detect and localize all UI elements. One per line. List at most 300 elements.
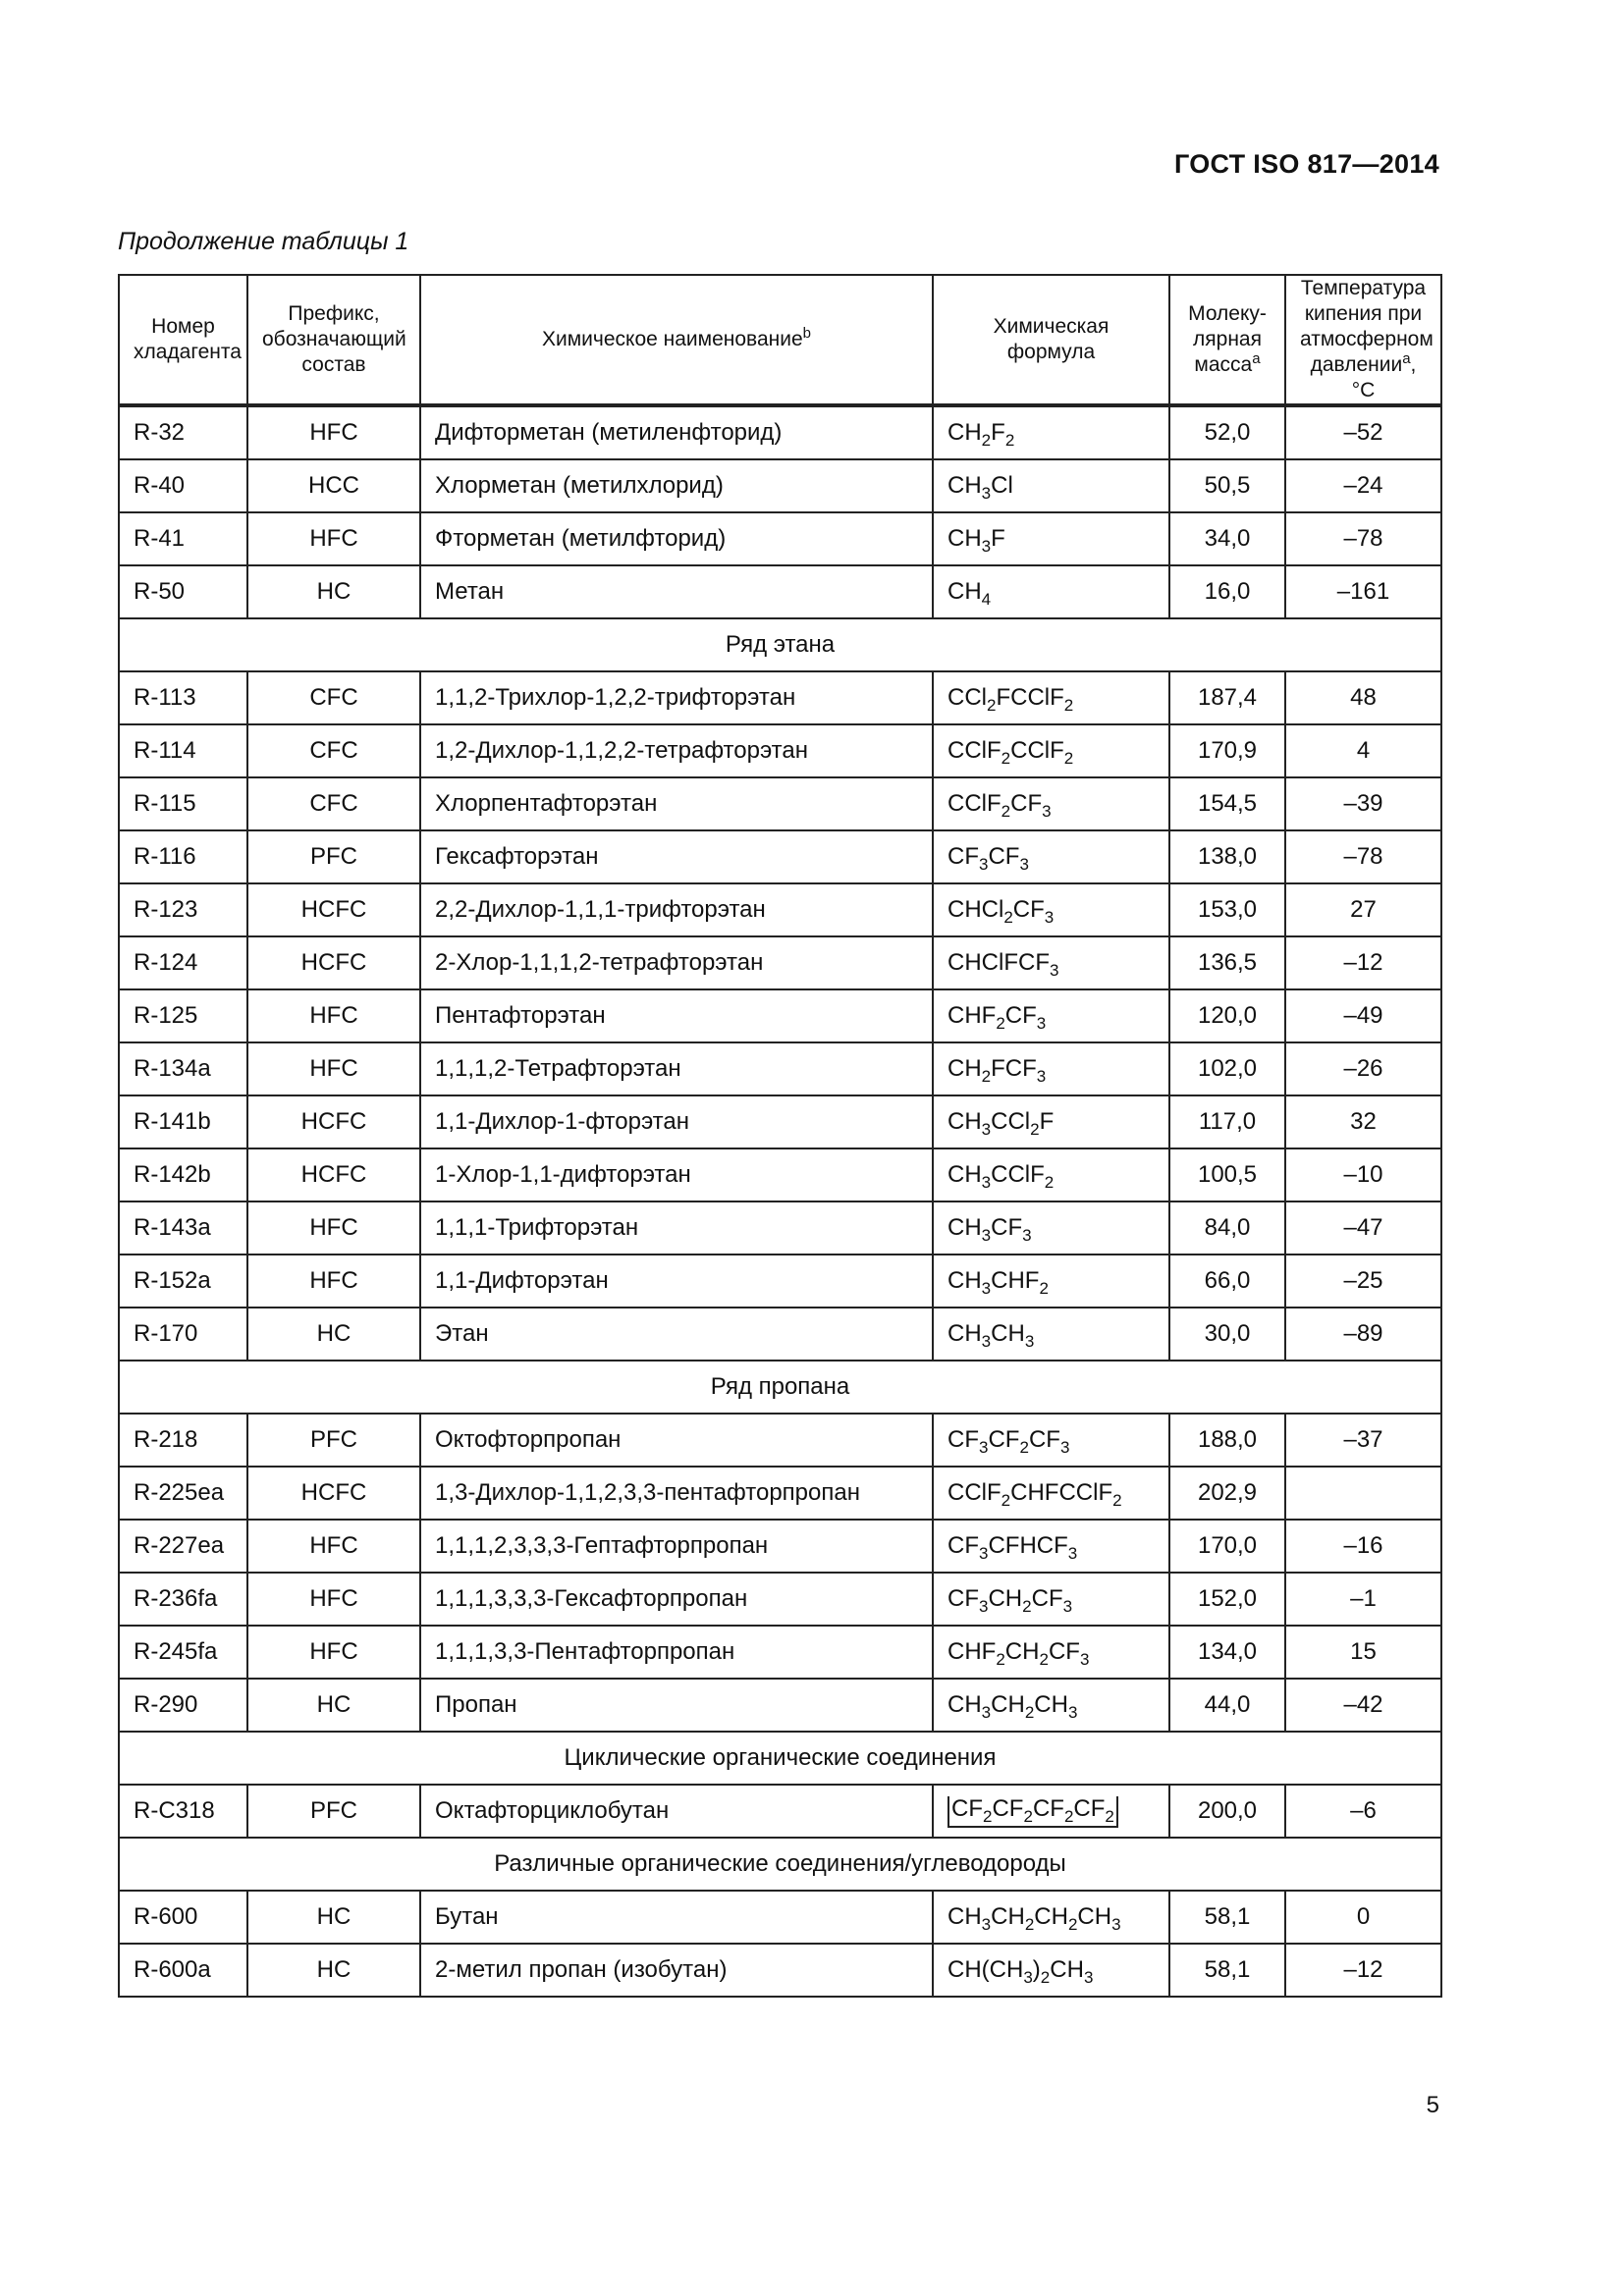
- column-header-prefix: Префикс, обозначающий состав: [247, 275, 420, 405]
- formula-subscript: 2: [1003, 908, 1013, 927]
- formula-part: CHClFCF: [947, 949, 1050, 976]
- formula-part: CH: [947, 1214, 982, 1241]
- formula-subscript: 2: [1039, 1279, 1049, 1298]
- chemical-name-cell: 1,1,2-Трихлор-1,2,2-трифторэтан: [420, 671, 933, 724]
- formula-cell: [933, 671, 1169, 724]
- prefix-cell: PFC: [247, 830, 420, 883]
- chemical-name-cell: Октофторпропан: [420, 1414, 933, 1467]
- chemical-name-cell: 1,1-Дифторэтан: [420, 1255, 933, 1308]
- molar-mass-cell: 188,0: [1169, 1414, 1285, 1467]
- formula-part: CClF: [1010, 737, 1064, 764]
- table-row: [119, 405, 1441, 459]
- refrigerant-number-cell: R-143a: [119, 1201, 247, 1255]
- molar-mass-cell: 50,5: [1169, 459, 1285, 512]
- formula-subscript: 3: [1036, 1014, 1047, 1033]
- prefix-cell: PFC: [247, 1785, 420, 1838]
- refrigerant-number-cell: R-41: [119, 512, 247, 565]
- formula-subscript: 3: [979, 855, 989, 874]
- formula-part: CF: [988, 843, 1020, 870]
- formula-subscript: 2: [987, 696, 997, 715]
- formula-cell: [933, 1944, 1169, 1997]
- molar-mass-cell: 120,0: [1169, 989, 1285, 1042]
- formula-cell: [933, 1095, 1169, 1148]
- formula-subscript: 2: [1105, 1806, 1114, 1826]
- chemical-name-cell: 1,1,1,3,3-Пентафторпропан: [420, 1626, 933, 1679]
- table-row: [119, 830, 1441, 883]
- section-title: Ряд пропана: [119, 1361, 1441, 1414]
- formula-cell: [933, 1573, 1169, 1626]
- formula-part: CF: [1004, 1002, 1037, 1029]
- chemical-name-cell: Этан: [420, 1308, 933, 1361]
- molar-mass-cell: 66,0: [1169, 1255, 1285, 1308]
- boiling-point-cell: –78: [1285, 830, 1441, 883]
- boiling-point-cell: –37: [1285, 1414, 1441, 1467]
- refrigerant-number-cell: R-600: [119, 1891, 247, 1944]
- boiling-point-cell: –78: [1285, 512, 1441, 565]
- formula-part: CF: [947, 843, 979, 870]
- refrigerant-number-cell: R-152a: [119, 1255, 247, 1308]
- section-title: Ряд этана: [119, 618, 1441, 671]
- formula-subscript: 2: [981, 431, 992, 450]
- chemical-name-cell: 1,2-Дихлор-1,1,2,2-тетрафторэтан: [420, 724, 933, 777]
- formula-part: CF: [1012, 896, 1045, 923]
- column-header-formula: Химическая формула: [933, 275, 1169, 405]
- formula-part: CH: [947, 578, 982, 605]
- formula-cell: [933, 777, 1169, 830]
- formula-part: CF: [1073, 1794, 1106, 1822]
- boiling-point-cell: 0: [1285, 1891, 1441, 1944]
- section-title: Различные органические соединения/углеводороды: [119, 1838, 1441, 1891]
- formula-subscript: 2: [1112, 1491, 1122, 1510]
- chemical-name-cell: Хлорметан (метилхлорид): [420, 459, 933, 512]
- formula-part: CHF: [947, 1002, 997, 1029]
- formula-subscript: 2: [1039, 1650, 1049, 1669]
- formula-subscript: 2: [1063, 1806, 1074, 1826]
- boiling-point-cell: –47: [1285, 1201, 1441, 1255]
- chemical-name-cell: 1,1,1,2-Тетрафторэтан: [420, 1042, 933, 1095]
- chemical-name-cell: 2-Хлор-1,1,1,2-тетрафторэтан: [420, 936, 933, 989]
- table-body: [119, 405, 1441, 1997]
- formula-cell: [933, 936, 1169, 989]
- formula-part: FCF: [991, 1055, 1037, 1082]
- prefix-cell: CFC: [247, 777, 420, 830]
- prefix-cell: HC: [247, 565, 420, 618]
- formula-subscript: 3: [1042, 802, 1052, 821]
- formula-part: F: [991, 419, 1005, 446]
- formula-part: CF: [1032, 1794, 1064, 1822]
- formula-cell: [933, 1679, 1169, 1732]
- formula-part: CClF: [991, 1161, 1045, 1188]
- prefix-cell: HFC: [247, 1042, 420, 1095]
- formula-subscript: 3: [1067, 1703, 1078, 1722]
- boiling-point-cell: –12: [1285, 936, 1441, 989]
- formula-part: CF: [947, 1532, 979, 1559]
- molar-mass-cell: 187,4: [1169, 671, 1285, 724]
- formula-subscript: 2: [1022, 1597, 1032, 1616]
- table-row: [119, 777, 1441, 830]
- prefix-cell: HC: [247, 1308, 420, 1361]
- chemical-name-cell: Бутан: [420, 1891, 933, 1944]
- section-header-row: [119, 618, 1441, 671]
- formula-part: CH: [1050, 1956, 1084, 1983]
- prefix-cell: HC: [247, 1944, 420, 1997]
- formula-part: CFHCF: [988, 1532, 1068, 1559]
- boiling-point-cell: –10: [1285, 1148, 1441, 1201]
- boiling-point-cell: –89: [1285, 1308, 1441, 1361]
- refrigerant-number-cell: R-170: [119, 1308, 247, 1361]
- molar-mass-cell: 153,0: [1169, 883, 1285, 936]
- prefix-cell: HCFC: [247, 936, 420, 989]
- table-row: [119, 1467, 1441, 1520]
- refrigerant-table: [118, 274, 1442, 1998]
- formula-part: F: [991, 525, 1005, 552]
- formula-part: CClF: [947, 1479, 1001, 1506]
- chemical-name-cell: 1,3-Дихлор-1,1,2,3,3-пентафторпропан: [420, 1467, 933, 1520]
- boiling-point-cell: –42: [1285, 1679, 1441, 1732]
- refrigerant-number-cell: R-245fa: [119, 1626, 247, 1679]
- refrigerant-number-cell: R-115: [119, 777, 247, 830]
- formula-cell: [933, 565, 1169, 618]
- boiling-point-cell: 15: [1285, 1626, 1441, 1679]
- formula-part: ): [1032, 1956, 1041, 1983]
- formula-part: CCl: [947, 684, 987, 711]
- formula-subscript: 3: [1036, 1067, 1047, 1086]
- formula-cell: [933, 1891, 1169, 1944]
- formula-subscript: 3: [979, 1438, 989, 1457]
- formula-part: CF: [988, 1426, 1020, 1453]
- formula-part: CH: [991, 1691, 1025, 1718]
- refrigerant-number-cell: R-40: [119, 459, 247, 512]
- formula-subscript: 2: [1001, 1491, 1011, 1510]
- molar-mass-cell: 102,0: [1169, 1042, 1285, 1095]
- boiling-point-cell: –52: [1285, 405, 1441, 459]
- formula-part: FCClF: [996, 684, 1064, 711]
- formula-part: CCl: [991, 1108, 1031, 1135]
- molar-mass-cell: 84,0: [1169, 1201, 1285, 1255]
- formula-cell: [933, 1042, 1169, 1095]
- refrigerant-number-cell: R-142b: [119, 1148, 247, 1201]
- molar-mass-cell: 152,0: [1169, 1573, 1285, 1626]
- formula-subscript: 3: [1111, 1915, 1121, 1934]
- formula-subscript: 2: [981, 1067, 992, 1086]
- formula-subscript: 3: [1079, 1650, 1090, 1669]
- boiling-point-cell: 27: [1285, 883, 1441, 936]
- formula-subscript: 3: [1019, 855, 1029, 874]
- molar-mass-cell: 100,5: [1169, 1148, 1285, 1201]
- formula-part: CH: [947, 1161, 982, 1188]
- formula-cell: [933, 1626, 1169, 1679]
- molar-mass-cell: 117,0: [1169, 1095, 1285, 1148]
- column-header-chemical-name: Химическое наименование$^b$: [420, 275, 933, 405]
- formula-subscript: 2: [996, 1650, 1005, 1669]
- formula-subscript: 2: [1040, 1968, 1051, 1987]
- boiling-point-cell: 48: [1285, 671, 1441, 724]
- formula-subscript: 3: [1023, 1968, 1033, 1987]
- formula-subscript: 3: [981, 537, 992, 556]
- formula-subscript: 3: [1049, 961, 1059, 980]
- chemical-name-cell: 1,1,1-Трифторэтан: [420, 1201, 933, 1255]
- table-row: [119, 671, 1441, 724]
- boiling-point-cell: –12: [1285, 1944, 1441, 1997]
- refrigerant-number-cell: R-114: [119, 724, 247, 777]
- prefix-cell: HFC: [247, 1201, 420, 1255]
- refrigerant-number-cell: R-141b: [119, 1095, 247, 1148]
- boiling-point-cell: [1285, 1467, 1441, 1520]
- formula-part: CH: [1034, 1691, 1068, 1718]
- molar-mass-cell: 58,1: [1169, 1944, 1285, 1997]
- boiling-point-cell: –24: [1285, 459, 1441, 512]
- formula-subscript: 3: [981, 1120, 992, 1139]
- table-row: [119, 1679, 1441, 1732]
- prefix-cell: HC: [247, 1891, 420, 1944]
- table-row: [119, 1891, 1441, 1944]
- table-row: [119, 1042, 1441, 1095]
- refrigerant-number-cell: R-123: [119, 883, 247, 936]
- page-number: 5: [1426, 2092, 1439, 2118]
- formula-subscript: 2: [1044, 1173, 1055, 1192]
- formula-subscript: 3: [1024, 1332, 1035, 1351]
- formula-cell: [933, 724, 1169, 777]
- formula-subscript: 2: [996, 1014, 1005, 1033]
- formula-part: CH: [1004, 1638, 1040, 1665]
- formula-part: CH: [1077, 1903, 1112, 1930]
- table-row: [119, 1944, 1441, 1997]
- section-header-row: [119, 1361, 1441, 1414]
- table-row: [119, 459, 1441, 512]
- formula-part: CH: [947, 1267, 982, 1294]
- table-row: [119, 883, 1441, 936]
- chemical-name-cell: 2,2-Дихлор-1,1,1-трифторэтан: [420, 883, 933, 936]
- table-row: [119, 1148, 1441, 1201]
- refrigerant-number-cell: R-32: [119, 405, 247, 459]
- formula-part: CF: [947, 1426, 979, 1453]
- formula-subscript: 4: [981, 590, 992, 609]
- chemical-name-cell: Хлорпентафторэтан: [420, 777, 933, 830]
- prefix-cell: HCFC: [247, 1467, 420, 1520]
- refrigerant-number-cell: R-134a: [119, 1042, 247, 1095]
- molar-mass-cell: 200,0: [1169, 1785, 1285, 1838]
- table-row: [119, 1626, 1441, 1679]
- table-row: [119, 724, 1441, 777]
- formula-subscript: 3: [979, 1544, 989, 1563]
- formula-subscript: 2: [1023, 1806, 1033, 1826]
- formula-part: CHF: [991, 1267, 1040, 1294]
- chemical-name-cell: Пропан: [420, 1679, 933, 1732]
- formula-cell: [933, 830, 1169, 883]
- column-header-number: Номер хладагента: [119, 275, 247, 405]
- refrigerant-number-cell: R-125: [119, 989, 247, 1042]
- prefix-cell: HC: [247, 1679, 420, 1732]
- prefix-cell: CFC: [247, 724, 420, 777]
- formula-part: CH: [947, 1691, 982, 1718]
- table-row: [119, 936, 1441, 989]
- boiling-point-cell: 4: [1285, 724, 1441, 777]
- table-row: [119, 512, 1441, 565]
- formula-subscript: 3: [1044, 908, 1055, 927]
- boiling-point-cell: –26: [1285, 1042, 1441, 1095]
- table-row: [119, 1573, 1441, 1626]
- molar-mass-cell: 16,0: [1169, 565, 1285, 618]
- molar-mass-cell: 58,1: [1169, 1891, 1285, 1944]
- chemical-name-cell: Октафторциклобутан: [420, 1785, 933, 1838]
- formula-part: CH: [991, 1903, 1025, 1930]
- formula-cell: [933, 1520, 1169, 1573]
- prefix-cell: PFC: [247, 1414, 420, 1467]
- formula-part: CHF: [947, 1638, 997, 1665]
- prefix-cell: HCC: [247, 459, 420, 512]
- boiling-point-cell: –1: [1285, 1573, 1441, 1626]
- formula-part: F: [1039, 1108, 1055, 1135]
- formula-cell: [933, 883, 1169, 936]
- formula-subscript: 2: [1067, 1915, 1078, 1934]
- table-row: [119, 989, 1441, 1042]
- table-row: [119, 1414, 1441, 1467]
- prefix-cell: HCFC: [247, 883, 420, 936]
- molar-mass-cell: 138,0: [1169, 830, 1285, 883]
- chemical-name-cell: Пентафторэтан: [420, 989, 933, 1042]
- formula-cell: [933, 1308, 1169, 1361]
- table-header-row: [119, 275, 1441, 405]
- formula-subscript: 2: [1063, 696, 1074, 715]
- formula-part: CHFCClF: [1010, 1479, 1113, 1506]
- prefix-cell: HFC: [247, 989, 420, 1042]
- table-row: [119, 1201, 1441, 1255]
- column-header-boiling-point: Температура кипения при атмосферном давлении$^a$, °C: [1285, 275, 1441, 405]
- refrigerant-number-cell: R-225ea: [119, 1467, 247, 1520]
- formula-subscript: 3: [981, 1915, 992, 1934]
- formula-subscript: 3: [981, 1279, 992, 1298]
- formula-part: CH: [947, 1055, 982, 1082]
- formula-part: CH: [947, 525, 982, 552]
- chemical-name-cell: Гексафторэтан: [420, 830, 933, 883]
- formula-part: CH: [1034, 1903, 1068, 1930]
- formula-subscript: 2: [1063, 749, 1074, 768]
- chemical-name-cell: 2-метил пропан (изобутан): [420, 1944, 933, 1997]
- formula-subscript: 3: [1083, 1968, 1094, 1987]
- formula-cell: [933, 1201, 1169, 1255]
- formula-part: CH: [991, 1320, 1025, 1347]
- molar-mass-cell: 34,0: [1169, 512, 1285, 565]
- formula-subscript: 3: [981, 1332, 992, 1351]
- prefix-cell: HCFC: [247, 1148, 420, 1201]
- section-title: Циклические органические соединения: [119, 1732, 1441, 1785]
- refrigerant-number-cell: R-124: [119, 936, 247, 989]
- molar-mass-cell: 154,5: [1169, 777, 1285, 830]
- refrigerant-number-cell: R-600a: [119, 1944, 247, 1997]
- formula-subscript: 2: [1001, 749, 1011, 768]
- refrigerant-number-cell: R-218: [119, 1414, 247, 1467]
- formula-subscript: 2: [1004, 431, 1015, 450]
- formula-subscript: 2: [1024, 1915, 1035, 1934]
- formula-part: CHCl: [947, 896, 1004, 923]
- formula-part: CF: [1048, 1638, 1080, 1665]
- table-row: [119, 1520, 1441, 1573]
- refrigerant-number-cell: R-227ea: [119, 1520, 247, 1573]
- formula-part: CF: [1028, 1426, 1060, 1453]
- formula-cell: [933, 1414, 1169, 1467]
- formula-subscript: 3: [981, 1703, 992, 1722]
- table-caption: Продолжение таблицы 1: [118, 228, 409, 255]
- formula-subscript: 3: [1067, 1544, 1078, 1563]
- boiling-point-cell: –6: [1285, 1785, 1441, 1838]
- refrigerant-number-cell: R-C318: [119, 1785, 247, 1838]
- formula-part: CH(CH: [947, 1956, 1024, 1983]
- boiling-point-cell: 32: [1285, 1095, 1441, 1148]
- chemical-name-cell: 1,1,1,3,3,3-Гексафторпропан: [420, 1573, 933, 1626]
- formula-part: CH: [988, 1585, 1023, 1612]
- refrigerant-number-cell: R-290: [119, 1679, 247, 1732]
- table-row: [119, 1095, 1441, 1148]
- formula-subscript: 3: [981, 484, 992, 503]
- prefix-cell: HCFC: [247, 1095, 420, 1148]
- molar-mass-cell: 30,0: [1169, 1308, 1285, 1361]
- formula-subscript: 3: [1062, 1597, 1073, 1616]
- formula-cell: [933, 1148, 1169, 1201]
- molar-mass-cell: 44,0: [1169, 1679, 1285, 1732]
- boiling-point-cell: –49: [1285, 989, 1441, 1042]
- section-header-row: [119, 1732, 1441, 1785]
- ring-bracket: [947, 1796, 1118, 1828]
- formula-part: CH: [947, 1903, 982, 1930]
- formula-cell: [933, 1467, 1169, 1520]
- molar-mass-cell: 170,0: [1169, 1520, 1285, 1573]
- formula-part: CF: [1031, 1585, 1063, 1612]
- document-code: ГОСТ ISO 817—2014: [1174, 149, 1439, 179]
- chemical-name-cell: Фторметан (метилфторид): [420, 512, 933, 565]
- formula-part: CH: [947, 472, 982, 499]
- prefix-cell: HFC: [247, 512, 420, 565]
- formula-cell: [933, 989, 1169, 1042]
- formula-subscript: 2: [1019, 1438, 1029, 1457]
- refrigerant-number-cell: R-113: [119, 671, 247, 724]
- prefix-cell: HFC: [247, 1255, 420, 1308]
- formula-subscript: 2: [983, 1806, 993, 1826]
- formula-cell: [933, 459, 1169, 512]
- refrigerant-number-cell: R-116: [119, 830, 247, 883]
- prefix-cell: HFC: [247, 1626, 420, 1679]
- prefix-cell: HFC: [247, 405, 420, 459]
- boiling-point-cell: –25: [1285, 1255, 1441, 1308]
- formula-part: CH: [947, 419, 982, 446]
- chemical-name-cell: Метан: [420, 565, 933, 618]
- formula-subscript: 2: [1024, 1703, 1035, 1722]
- molar-mass-cell: 134,0: [1169, 1626, 1285, 1679]
- boiling-point-cell: –39: [1285, 777, 1441, 830]
- chemical-name-cell: 1-Хлор-1,1-дифторэтан: [420, 1148, 933, 1201]
- molar-mass-cell: 52,0: [1169, 405, 1285, 459]
- formula-part: CH: [947, 1320, 982, 1347]
- formula-part: CClF: [947, 790, 1001, 817]
- molar-mass-cell: 136,5: [1169, 936, 1285, 989]
- formula-part: CF: [992, 1794, 1024, 1822]
- chemical-name-cell: 1,1-Дихлор-1-фторэтан: [420, 1095, 933, 1148]
- formula-part: CF: [947, 1585, 979, 1612]
- formula-subscript: 3: [1059, 1438, 1070, 1457]
- chemical-name-cell: Дифторметан (метиленфторид): [420, 405, 933, 459]
- chemical-name-cell: 1,1,1,2,3,3,3-Гептафторпропан: [420, 1520, 933, 1573]
- formula-subscript: 2: [1001, 802, 1011, 821]
- formula-cell: [933, 405, 1169, 459]
- boiling-point-cell: –161: [1285, 565, 1441, 618]
- section-header-row: [119, 1838, 1441, 1891]
- formula-cell: [933, 1785, 1169, 1838]
- table-row: [119, 1308, 1441, 1361]
- formula-part: CH: [947, 1108, 982, 1135]
- formula-subscript: 3: [981, 1173, 992, 1192]
- table-row: [119, 565, 1441, 618]
- refrigerant-number-cell: R-236fa: [119, 1573, 247, 1626]
- formula-part: Cl: [991, 472, 1013, 499]
